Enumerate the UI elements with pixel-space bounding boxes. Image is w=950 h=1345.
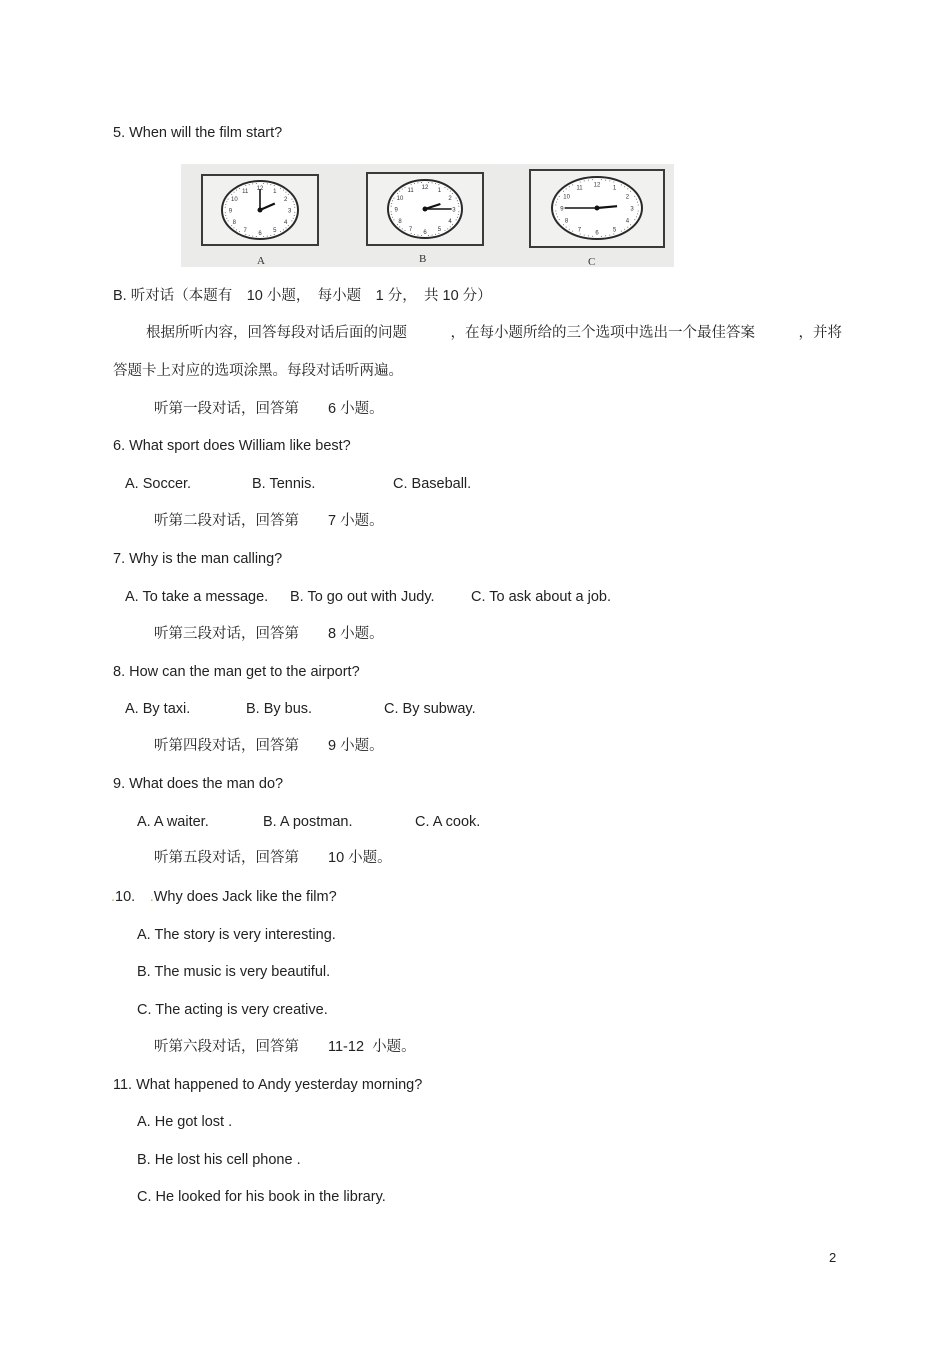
clock-tick	[638, 205, 639, 206]
clock-tick	[555, 210, 556, 211]
clock-tick	[293, 201, 294, 202]
section-b-instruction-line1: 根据所听内容，回答每段对话后面的问题 ，在每小题所给的三个选项中选出一个最佳答案 ，并将	[146, 325, 842, 341]
question-6: 6. What sport does William like best?	[113, 438, 351, 454]
listening-prompt-1: 听第一段对话，回答第 6 小题。	[154, 401, 384, 417]
clock-tick	[450, 191, 451, 192]
clock-tick	[411, 233, 412, 234]
clock-tick	[621, 184, 622, 185]
clock-numeral: 11	[576, 185, 583, 192]
clock-tick	[294, 204, 295, 205]
option-8a: A. By taxi.	[125, 701, 191, 717]
clock-tick	[636, 216, 637, 217]
clock-tick	[428, 235, 429, 236]
clock-tick	[225, 204, 226, 205]
section-b-heading: B. 听对话（本题有 10 小题， 每小题 1 分， 共 10 分）	[113, 288, 492, 304]
clock-tick	[621, 231, 622, 232]
clock-tick	[559, 196, 560, 197]
clock-tick	[445, 187, 446, 188]
clock-tick	[456, 219, 457, 220]
clock-numeral: 1	[437, 187, 442, 194]
clock-tick	[283, 190, 284, 191]
clock-tick	[285, 227, 286, 228]
option-11c: C. He looked for his book in the library.	[137, 1189, 386, 1205]
listening-prompt-3: 听第三段对话，回答第 8 小题。	[154, 626, 384, 642]
clock-tick	[605, 180, 606, 181]
clock-label-c: C	[588, 256, 596, 268]
option-6a: A. Soccer.	[125, 476, 192, 492]
clock-numeral: 11	[407, 187, 414, 194]
clock-tick	[447, 228, 448, 229]
clock-numeral: 12	[421, 184, 429, 191]
clock-tick	[391, 211, 392, 212]
clock-options-image	[181, 164, 674, 267]
clock-tick	[402, 189, 403, 190]
clock-box-a	[201, 174, 319, 246]
clock-numeral: 1	[273, 188, 277, 195]
clock-tick	[256, 236, 257, 237]
clock-tick	[452, 224, 453, 225]
clock-tick	[236, 190, 237, 191]
option-8b: B. By bus.	[246, 701, 313, 717]
listening-prompt-5: 听第五段对话，回答第 10 小题。	[154, 850, 392, 866]
clock-numeral: 6	[423, 230, 427, 237]
clock-tick	[432, 235, 433, 236]
clock-box-b	[366, 172, 484, 246]
option-9a: A. A waiter.	[137, 814, 209, 830]
clock-numeral: 9	[228, 208, 233, 215]
clock-tick	[404, 187, 405, 188]
clock-tick	[432, 182, 433, 183]
option-10a: A. The story is very interesting.	[137, 927, 336, 943]
clock-tick	[556, 202, 557, 203]
clock-center	[258, 208, 263, 213]
clock-tick	[638, 210, 639, 211]
option-8c: C. By subway.	[384, 701, 476, 717]
question-11: 11. What happened to Andy yesterday morning?	[113, 1077, 423, 1093]
clock-tick	[572, 184, 573, 185]
clock-numeral: 8	[232, 219, 237, 226]
clock-tick	[457, 200, 458, 201]
clock-numeral: 7	[243, 228, 247, 235]
clock-tick	[458, 211, 459, 212]
clock-numeral: 5	[612, 227, 617, 234]
clock-numeral: 6	[595, 230, 599, 237]
clock-tick	[592, 236, 593, 237]
clock-tick	[288, 194, 289, 195]
clock-tick	[283, 229, 284, 230]
clock-tick	[435, 234, 436, 235]
clock-tick	[634, 196, 635, 197]
clock-tick	[438, 184, 439, 185]
clock-numeral: 2	[448, 196, 452, 203]
clock-tick	[609, 235, 610, 236]
clock-tick	[563, 191, 564, 192]
clock-numeral: 6	[258, 231, 262, 238]
clock-tick	[584, 235, 585, 236]
clock-tick	[291, 220, 292, 221]
clock-tick	[627, 188, 628, 189]
clock-tick	[445, 230, 446, 231]
clock-tick	[249, 235, 250, 236]
clock-numeral: 10	[396, 196, 404, 203]
clock-tick	[414, 183, 415, 184]
clock-tick	[231, 225, 232, 226]
option-9b: B. A postman.	[263, 814, 353, 830]
clock-tick	[636, 199, 637, 200]
clock-tick	[249, 184, 250, 185]
clock-tick	[557, 199, 558, 200]
clock-numeral: 4	[625, 218, 630, 225]
clock-numeral: 7	[577, 227, 582, 234]
clock-tick	[452, 193, 453, 194]
clock-tick	[392, 217, 393, 218]
clock-tick	[556, 213, 557, 214]
clock-tick	[630, 191, 631, 192]
clock-tick	[609, 180, 610, 181]
page-number: 2	[829, 1250, 837, 1265]
clock-tick	[226, 218, 227, 219]
clock-tick	[601, 236, 602, 237]
option-6c: C. Baseball.	[393, 476, 472, 492]
clock-tick	[393, 219, 394, 220]
clock-tick	[572, 231, 573, 232]
listening-prompt-2: 听第二段对话，回答第 7 小题。	[154, 513, 384, 529]
clock-tick	[294, 215, 295, 216]
clock-numeral: 9	[394, 207, 398, 214]
clock-tick	[392, 200, 393, 201]
clock-tick	[234, 227, 235, 228]
question-10	[111, 888, 337, 906]
clock-tick	[624, 186, 625, 187]
clock-tick	[584, 180, 585, 181]
clock-tick	[228, 199, 229, 200]
clock-tick	[225, 212, 226, 213]
clock-tick	[391, 206, 392, 207]
clock-tick	[563, 224, 564, 225]
clock-tick	[624, 229, 625, 230]
clock-tick	[397, 224, 398, 225]
option-7b: B. To go out with Judy.	[290, 589, 435, 605]
clock-tick	[414, 234, 415, 235]
clock-tick	[411, 184, 412, 185]
clock-tick	[225, 207, 226, 208]
clock-tick	[397, 193, 398, 194]
clock-tick	[580, 181, 581, 182]
clock-tick	[417, 235, 418, 236]
clock-numeral: 1	[612, 185, 617, 192]
clock-tick	[280, 188, 281, 189]
clock-tick	[588, 235, 589, 236]
clock-tick	[566, 188, 567, 189]
clock-a-icon	[203, 176, 317, 244]
clock-tick	[458, 203, 459, 204]
clock-numeral: 12	[256, 185, 264, 192]
clock-tick	[225, 215, 226, 216]
clock-tick	[580, 234, 581, 235]
option-9c: C. A cook.	[415, 814, 481, 830]
clock-numeral: 8	[398, 218, 402, 225]
clock-tick	[447, 189, 448, 190]
section-b-instruction-line2: 答题卡上对应的选项涂黑。每段对话听两遍。	[113, 363, 403, 379]
clock-tick	[391, 214, 392, 215]
clock-numeral: 3	[287, 208, 292, 215]
clock-numeral: 3	[630, 206, 634, 213]
clock-numeral: 3	[452, 207, 456, 214]
clock-numeral: 4	[283, 219, 288, 226]
clock-center	[423, 207, 428, 212]
clock-tick	[457, 217, 458, 218]
clock-tick	[630, 224, 631, 225]
clock-tick	[559, 219, 560, 220]
clock-numeral: 7	[408, 227, 413, 234]
clock-tick	[393, 198, 394, 199]
clock-tick	[245, 185, 246, 186]
clock-tick	[228, 220, 229, 221]
clock-tick	[601, 179, 602, 180]
clock-tick	[391, 203, 392, 204]
clock-tick	[627, 227, 628, 228]
listening-prompt-6: 听第六段对话，回答第 11-12 小题。	[154, 1039, 416, 1055]
clock-tick	[274, 234, 275, 235]
clock-tick	[294, 212, 295, 213]
clock-tick	[291, 199, 292, 200]
question-8: 8. How can the man get to the airport?	[113, 664, 360, 680]
clock-tick	[252, 236, 253, 237]
clock-tick	[270, 184, 271, 185]
clock-center	[595, 206, 600, 211]
clock-tick	[566, 227, 567, 228]
clock-label-b: B	[419, 253, 427, 265]
clock-tick	[569, 229, 570, 230]
clock-tick	[555, 205, 556, 206]
clock-tick	[634, 219, 635, 220]
clock-tick	[569, 186, 570, 187]
clock-numeral: 8	[564, 218, 569, 225]
clock-tick	[613, 181, 614, 182]
clock-tick	[557, 216, 558, 217]
clock-tick	[252, 183, 253, 184]
clock-tick	[288, 225, 289, 226]
option-11b: B. He lost his cell phone .	[137, 1152, 301, 1168]
clock-tick	[293, 218, 294, 219]
clock-tick	[637, 202, 638, 203]
clock-tick	[637, 213, 638, 214]
clock-tick	[592, 179, 593, 180]
question-9: 9. What does the man do?	[113, 776, 284, 792]
clock-tick	[458, 214, 459, 215]
clock-numeral: 5	[437, 227, 442, 234]
clock-numeral: 10	[563, 194, 570, 201]
question-5: 5. When will the film start?	[113, 125, 283, 141]
clock-tick	[399, 226, 400, 227]
clock-tick	[421, 182, 422, 183]
question-10-number: 10.	[115, 889, 136, 905]
clock-tick	[239, 188, 240, 189]
question-7: 7. Why is the man calling?	[113, 551, 283, 567]
clock-numeral: 4	[448, 218, 452, 225]
clock-tick	[245, 234, 246, 235]
clock-tick	[456, 198, 457, 199]
clock-tick	[267, 183, 268, 184]
stray-dot-mark: .	[149, 889, 154, 905]
clock-tick	[226, 201, 227, 202]
clock-tick	[231, 194, 232, 195]
clock-tick	[435, 183, 436, 184]
clock-tick	[450, 226, 451, 227]
clock-numeral: 9	[560, 206, 564, 213]
clock-tick	[267, 236, 268, 237]
option-7c: C. To ask about a job.	[471, 589, 611, 605]
option-6b: B. Tennis.	[252, 476, 316, 492]
clock-b-icon	[368, 174, 482, 244]
clock-tick	[588, 180, 589, 181]
clock-tick	[294, 207, 295, 208]
clock-tick	[438, 233, 439, 234]
clock-numeral: 11	[242, 188, 249, 195]
option-10c: C. The acting is very creative.	[137, 1002, 328, 1018]
clock-tick	[263, 236, 264, 237]
clock-tick	[263, 183, 264, 184]
clock-tick	[428, 182, 429, 183]
option-10b: B. The music is very beautiful.	[137, 964, 331, 980]
clock-tick	[399, 191, 400, 192]
clock-tick	[421, 235, 422, 236]
clock-numeral: 10	[230, 197, 238, 204]
listening-prompt-4: 听第四段对话，回答第 9 小题。	[154, 738, 384, 754]
clock-tick	[280, 231, 281, 232]
clock-box-c	[529, 169, 665, 248]
clock-tick	[417, 182, 418, 183]
clock-tick	[270, 235, 271, 236]
clock-tick	[402, 228, 403, 229]
clock-c-icon	[531, 171, 663, 246]
clock-tick	[285, 192, 286, 193]
clock-tick	[404, 230, 405, 231]
clock-tick	[605, 235, 606, 236]
question-10-text: Why does Jack like the film?	[153, 889, 337, 905]
clock-tick	[236, 229, 237, 230]
stray-dot-mark: .	[111, 889, 116, 905]
option-7a: A. To take a message.	[125, 589, 269, 605]
option-11a: A. He got lost .	[137, 1114, 233, 1130]
clock-tick	[274, 185, 275, 186]
clock-tick	[234, 192, 235, 193]
clock-tick	[613, 234, 614, 235]
clock-tick	[256, 183, 257, 184]
clock-tick	[458, 206, 459, 207]
clock-numeral: 12	[593, 182, 601, 189]
clock-tick	[239, 231, 240, 232]
clock-numeral: 2	[625, 194, 630, 201]
clock-label-a: A	[257, 255, 265, 267]
clock-numeral: 2	[283, 197, 288, 204]
clock-numeral: 5	[273, 228, 277, 235]
